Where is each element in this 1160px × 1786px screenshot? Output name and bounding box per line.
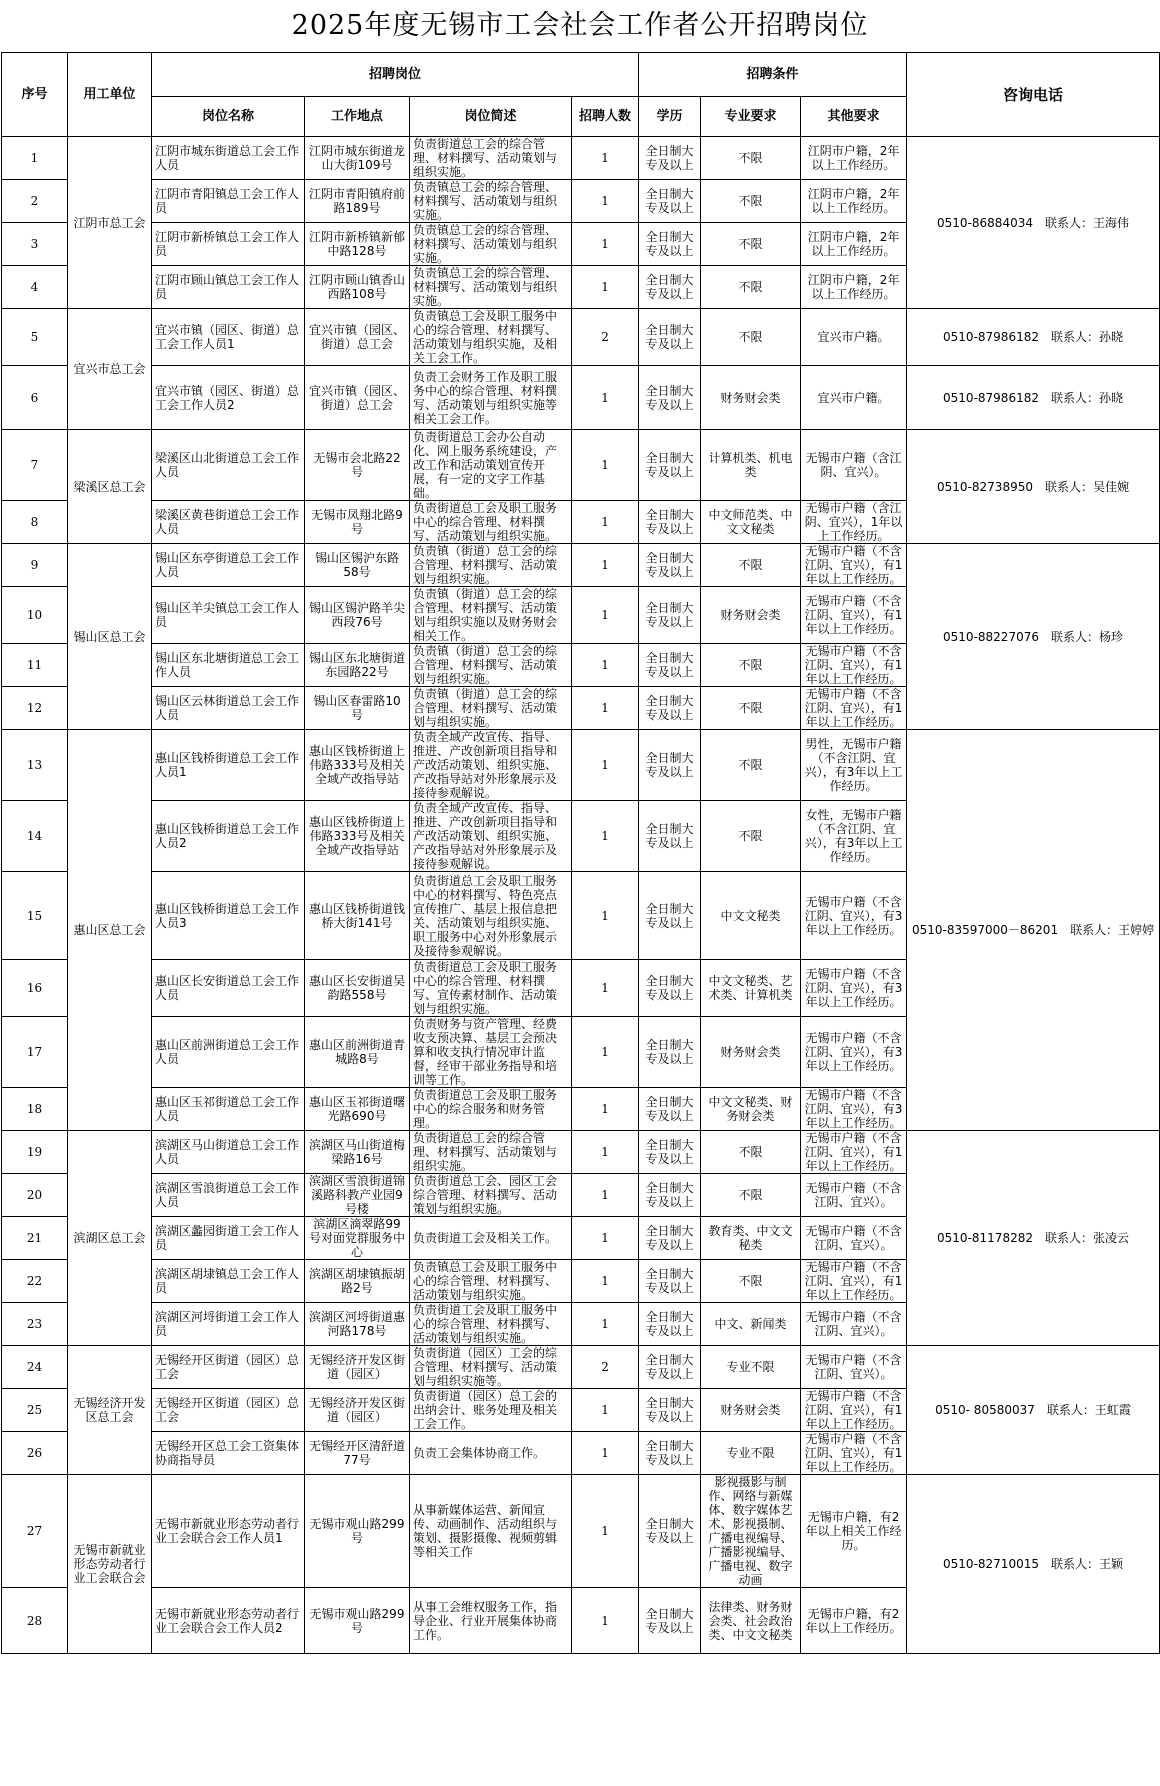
position-name-cell: 宜兴市镇（园区、街道）总工会工作人员2 [152,366,305,430]
seq-cell: 11 [2,644,68,687]
count-cell: 1 [572,366,639,430]
other-cell: 宜兴市户籍。 [801,309,907,366]
contact-cell: 0510-82738950 联系人：吴佳婉 [907,430,1160,544]
location-cell: 宜兴市镇（园区、街道）总工会 [305,309,410,366]
major-cell: 不限 [701,137,801,180]
employer-cell: 无锡经济开发区总工会 [68,1346,152,1475]
major-cell: 教育类、中文文秘类 [701,1217,801,1260]
seq-cell: 19 [2,1131,68,1174]
seq-cell: 28 [2,1588,68,1654]
location-cell: 滨湖区滴翠路99号对面党群服务中心 [305,1217,410,1260]
location-cell: 锡山区东北塘街道东园路22号 [305,644,410,687]
location-cell: 宜兴市镇（园区、街道）总工会 [305,366,410,430]
other-cell: 无锡市户籍（含江阴、宜兴）。 [801,430,907,501]
count-cell: 1 [572,801,639,872]
education-cell: 全日制大专及以上 [639,366,701,430]
description-cell: 负责街道总工会办公自动化、网上服务系统建设，产改工作和活动策划宣传开展，有一定的文字工作基础。 [410,430,572,501]
description-cell: 负责工会集体协商工作。 [410,1432,572,1475]
employer-cell: 宜兴市总工会 [68,309,152,430]
position-name-cell: 惠山区钱桥街道总工会工作人员1 [152,730,305,801]
table-row [2,1346,1160,1389]
education-cell: 全日制大专及以上 [639,960,701,1017]
other-cell: 无锡市户籍（不含江阴、宜兴），有1年以上工作经历。 [801,687,907,730]
major-cell: 不限 [701,544,801,587]
description-cell: 负责街道工会及职工服务中心的综合管理、材料撰写、活动策划与组织实施。 [410,1303,572,1346]
count-cell: 1 [572,1432,639,1475]
contact-cell: 0510-86884034 联系人：王海伟 [907,137,1160,309]
location-cell: 无锡市凤翔北路9号 [305,501,410,544]
other-cell: 无锡市户籍（不含江阴、宜兴）。 [801,1303,907,1346]
description-cell: 从事工会维权服务工作，指导企业、行业开展集体协商工作。 [410,1588,572,1654]
description-cell: 负责街道（园区）总工会的出纳会计、账务处理及相关工会工作。 [410,1389,572,1432]
header-description: 岗位简述 [410,97,572,137]
description-cell: 负责镇（街道）总工会的综合管理、材料撰写、活动策划与组织实施以及财务财会相关工作。 [410,587,572,644]
count-cell: 1 [572,430,639,501]
education-cell: 全日制大专及以上 [639,801,701,872]
major-cell: 不限 [701,1131,801,1174]
position-name-cell: 惠山区钱桥街道总工会工作人员3 [152,872,305,960]
description-cell: 负责全域产改宣传、指导、推进、产改创新项目指导和产改活动策划、组织实施、产改指导站对外形象展示及接待参观解说。 [410,801,572,872]
major-cell: 中文文秘类、财务财会类 [701,1088,801,1131]
position-name-cell: 江阴市城东街道总工会工作人员 [152,137,305,180]
other-cell: 无锡市户籍（不含江阴、宜兴），有1年以上工作经历。 [801,644,907,687]
description-cell: 负责街道总工会及职工服务中心的综合管理、材料撰写、活动策划与组织实施。 [410,501,572,544]
seq-cell: 23 [2,1303,68,1346]
position-name-cell: 无锡经开区街道（园区）总工会 [152,1389,305,1432]
location-cell: 惠山区钱桥街道钱桥大街141号 [305,872,410,960]
major-cell: 不限 [701,309,801,366]
education-cell: 全日制大专及以上 [639,872,701,960]
location-cell: 江阴市新桥镇新郁中路128号 [305,223,410,266]
major-cell: 不限 [701,644,801,687]
header-seq: 序号 [2,53,68,137]
position-name-cell: 梁溪区黄巷街道总工会工作人员 [152,501,305,544]
count-cell: 1 [572,501,639,544]
location-cell: 无锡市会北路22号 [305,430,410,501]
other-cell: 江阴市户籍，2年以上工作经历。 [801,223,907,266]
seq-cell: 12 [2,687,68,730]
seq-cell: 17 [2,1017,68,1088]
employer-cell: 无锡市新就业形态劳动者行业工会联合会 [68,1475,152,1654]
contact-cell: 0510-83597000－86201 联系人：王婷婷 [907,730,1160,1131]
count-cell: 1 [572,730,639,801]
location-cell: 滨湖区胡埭镇振胡路2号 [305,1260,410,1303]
education-cell: 全日制大专及以上 [639,1174,701,1217]
location-cell: 惠山区玉祁街道曙光路690号 [305,1088,410,1131]
description-cell: 负责街道工会及相关工作。 [410,1217,572,1260]
seq-cell: 2 [2,180,68,223]
seq-cell: 27 [2,1475,68,1588]
position-name-cell: 滨湖区蠡园街道工会工作人员 [152,1217,305,1260]
position-name-cell: 无锡经开区街道（园区）总工会 [152,1346,305,1389]
major-cell: 中文师范类、中文文秘类 [701,501,801,544]
major-cell: 中文、新闻类 [701,1303,801,1346]
header-condition-group: 招聘条件 [639,53,907,97]
employer-cell: 惠山区总工会 [68,730,152,1131]
header-position-group: 招聘岗位 [152,53,639,97]
other-cell: 无锡市户籍（不含江阴、宜兴），有1年以上工作经历。 [801,1260,907,1303]
education-cell: 全日制大专及以上 [639,1346,701,1389]
seq-cell: 16 [2,960,68,1017]
other-cell: 江阴市户籍，2年以上工作经历。 [801,180,907,223]
description-cell: 负责全域产改宣传、指导、推进、产改创新项目指导和产改活动策划、组织实施、产改指导站对外形象展示及接待参观解说。 [410,730,572,801]
position-name-cell: 锡山区云林街道总工会工作人员 [152,687,305,730]
other-cell: 无锡市户籍（不含江阴、宜兴）。 [801,1217,907,1260]
education-cell: 全日制大专及以上 [639,1088,701,1131]
location-cell: 江阴市顾山镇香山西路108号 [305,266,410,309]
count-cell: 1 [572,1475,639,1588]
major-cell: 不限 [701,801,801,872]
header-education: 学历 [639,97,701,137]
count-cell: 1 [572,137,639,180]
position-name-cell: 锡山区东北塘街道总工会工作人员 [152,644,305,687]
education-cell: 全日制大专及以上 [639,430,701,501]
table-body [2,137,1160,1654]
contact-cell: 0510-81178282 联系人：张凌云 [907,1131,1160,1346]
table-row [2,1475,1160,1588]
seq-cell: 8 [2,501,68,544]
seq-cell: 25 [2,1389,68,1432]
location-cell: 江阴市青阳镇府前路189号 [305,180,410,223]
position-name-cell: 锡山区东亭街道总工会工作人员 [152,544,305,587]
count-cell: 1 [572,1017,639,1088]
education-cell: 全日制大专及以上 [639,1432,701,1475]
position-name-cell: 无锡市新就业形态劳动者行业工会联合会工作人员1 [152,1475,305,1588]
major-cell: 财务财会类 [701,366,801,430]
description-cell: 负责镇总工会的综合管理、材料撰写、活动策划与组织实施。 [410,266,572,309]
location-cell: 无锡市观山路299号 [305,1475,410,1588]
location-cell: 无锡经济开发区街道（园区） [305,1389,410,1432]
table-row [2,309,1160,366]
location-cell: 无锡经开区清舒道77号 [305,1432,410,1475]
major-cell: 不限 [701,687,801,730]
major-cell: 计算机类、机电类 [701,430,801,501]
major-cell: 不限 [701,730,801,801]
other-cell: 无锡市户籍（不含江阴、宜兴）。 [801,1174,907,1217]
education-cell: 全日制大专及以上 [639,180,701,223]
description-cell: 负责街道总工会的综合管理、材料撰写、活动策划与组织实施。 [410,1131,572,1174]
table-row [2,730,1160,801]
table-row [2,137,1160,180]
seq-cell: 22 [2,1260,68,1303]
location-cell: 惠山区长安街道吴韵路558号 [305,960,410,1017]
education-cell: 全日制大专及以上 [639,1475,701,1588]
position-name-cell: 惠山区前洲街道总工会工作人员 [152,1017,305,1088]
seq-cell: 18 [2,1088,68,1131]
header-other: 其他要求 [801,97,907,137]
employer-cell: 江阴市总工会 [68,137,152,309]
employer-cell: 锡山区总工会 [68,544,152,730]
major-cell: 中文文秘类 [701,872,801,960]
count-cell: 1 [572,266,639,309]
education-cell: 全日制大专及以上 [639,730,701,801]
position-name-cell: 滨湖区河埒街道工会工作人员 [152,1303,305,1346]
other-cell: 宜兴市户籍。 [801,366,907,430]
other-cell: 江阴市户籍，2年以上工作经历。 [801,266,907,309]
seq-cell: 24 [2,1346,68,1389]
seq-cell: 5 [2,309,68,366]
education-cell: 全日制大专及以上 [639,687,701,730]
description-cell: 负责镇总工会的综合管理、材料撰写、活动策划与组织实施。 [410,223,572,266]
location-cell: 锡山区春雷路10号 [305,687,410,730]
table-row [2,544,1160,587]
education-cell: 全日制大专及以上 [639,137,701,180]
other-cell: 女性，无锡市户籍（不含江阴、宜兴），有3年以上工作经历。 [801,801,907,872]
position-name-cell: 滨湖区胡埭镇总工会工作人员 [152,1260,305,1303]
description-cell: 负责镇（街道）总工会的综合管理、材料撰写、活动策划与组织实施。 [410,644,572,687]
count-cell: 1 [572,587,639,644]
description-cell: 负责镇总工会及职工服务中心的综合管理、材料撰写、活动策划与组织实施，及相关工会工作。 [410,309,572,366]
education-cell: 全日制大专及以上 [639,587,701,644]
other-cell: 无锡市户籍，有2年以上工作经历。 [801,1588,907,1654]
position-name-cell: 江阴市新桥镇总工会工作人员 [152,223,305,266]
count-cell: 1 [572,1303,639,1346]
education-cell: 全日制大专及以上 [639,1017,701,1088]
description-cell: 从事新媒体运营、新闻宣传、动画制作、活动组织与策划、摄影摄像、视频剪辑等相关工作 [410,1475,572,1588]
other-cell: 无锡市户籍（不含江阴、宜兴），有3年以上工作经历。 [801,872,907,960]
position-name-cell: 惠山区玉祁街道总工会工作人员 [152,1088,305,1131]
table-row [2,430,1160,501]
major-cell: 不限 [701,266,801,309]
employer-cell: 梁溪区总工会 [68,430,152,544]
education-cell: 全日制大专及以上 [639,266,701,309]
location-cell: 锡山区锡沪东路58号 [305,544,410,587]
count-cell: 1 [572,687,639,730]
other-cell: 无锡市户籍（含江阴、宜兴），1年以上工作经历。 [801,501,907,544]
contact-cell: 0510-87986182 联系人：孙晓 [907,366,1160,430]
position-name-cell: 梁溪区山北街道总工会工作人员 [152,430,305,501]
position-name-cell: 滨湖区雪浪街道总工会工作人员 [152,1174,305,1217]
header-employer: 用工单位 [68,53,152,137]
description-cell: 负责镇总工会及职工服务中心的综合管理、材料撰写、活动策划与组织实施。 [410,1260,572,1303]
contact-cell: 0510- 80580037 联系人：王虹霞 [907,1346,1160,1475]
location-cell: 无锡经济开发区街道（园区） [305,1346,410,1389]
other-cell: 男性，无锡市户籍（不含江阴、宜兴），有3年以上工作经历。 [801,730,907,801]
table-row [2,366,1160,430]
seq-cell: 15 [2,872,68,960]
count-cell: 1 [572,960,639,1017]
count-cell: 1 [572,1260,639,1303]
education-cell: 全日制大专及以上 [639,1131,701,1174]
position-name-cell: 江阴市顾山镇总工会工作人员 [152,266,305,309]
other-cell: 江阴市户籍，2年以上工作经历。 [801,137,907,180]
contact-cell: 0510-88227076 联系人：杨珍 [907,544,1160,730]
major-cell: 不限 [701,1174,801,1217]
location-cell: 滨湖区河埒街道惠河路178号 [305,1303,410,1346]
position-name-cell: 江阴市青阳镇总工会工作人员 [152,180,305,223]
seq-cell: 3 [2,223,68,266]
count-cell: 1 [572,644,639,687]
contact-cell: 0510-82710015 联系人：王颖 [907,1475,1160,1654]
major-cell: 财务财会类 [701,1389,801,1432]
education-cell: 全日制大专及以上 [639,644,701,687]
position-name-cell: 锡山区羊尖镇总工会工作人员 [152,587,305,644]
other-cell: 无锡市户籍（不含江阴、宜兴），有3年以上工作经历。 [801,1088,907,1131]
major-cell: 不限 [701,223,801,266]
description-cell: 负责街道总工会、园区工会综合管理、材料撰写、活动策划与组织实施。 [410,1174,572,1217]
position-name-cell: 宜兴市镇（园区、街道）总工会工作人员1 [152,309,305,366]
position-name-cell: 无锡市新就业形态劳动者行业工会联合会工作人员2 [152,1588,305,1654]
major-cell: 中文文秘类、艺术类、计算机类 [701,960,801,1017]
location-cell: 无锡市观山路299号 [305,1588,410,1654]
count-cell: 1 [572,180,639,223]
description-cell: 负责街道总工会及职工服务中心的综合服务和财务管理。 [410,1088,572,1131]
other-cell: 无锡市户籍（不含江阴、宜兴），有1年以上工作经历。 [801,1432,907,1475]
major-cell: 法律类、财务财会类、社会政治类、中文文秘类 [701,1588,801,1654]
education-cell: 全日制大专及以上 [639,544,701,587]
description-cell: 负责街道总工会及职工服务中心的综合管理、材料撰写、宣传素材制作、活动策划与组织实施。 [410,960,572,1017]
education-cell: 全日制大专及以上 [639,1217,701,1260]
count-cell: 2 [572,309,639,366]
count-cell: 1 [572,1217,639,1260]
seq-cell: 4 [2,266,68,309]
other-cell: 无锡市户籍（不含江阴、宜兴）。 [801,1346,907,1389]
page-title: 2025年度无锡市工会社会工作者公开招聘岗位 [291,10,869,41]
count-cell: 1 [572,1088,639,1131]
major-cell: 影视摄影与制作、网络与新媒体、数字媒体艺术、影视摄制、广播电视编导、广播影视编导、广播电视、数字动画 [701,1475,801,1588]
count-cell: 1 [572,223,639,266]
seq-cell: 6 [2,366,68,430]
position-name-cell: 惠山区钱桥街道总工会工作人员2 [152,801,305,872]
education-cell: 全日制大专及以上 [639,1303,701,1346]
major-cell: 财务财会类 [701,587,801,644]
header-location: 工作地点 [305,97,410,137]
position-name-cell: 惠山区长安街道总工会工作人员 [152,960,305,1017]
description-cell: 负责财务与资产管理、经费收支预决算、基层工会预决算和收支执行情况审计监督，经审干部业务指导和培训等工作。 [410,1017,572,1088]
description-cell: 负责镇（街道）总工会的综合管理、材料撰写、活动策划与组织实施。 [410,544,572,587]
count-cell: 1 [572,1389,639,1432]
seq-cell: 10 [2,587,68,644]
header-count: 招聘人数 [572,97,639,137]
location-cell: 惠山区钱桥街道上伟路333号及相关全域产改指导站 [305,801,410,872]
position-name-cell: 滨湖区马山街道总工会工作人员 [152,1131,305,1174]
other-cell: 无锡市户籍（不含江阴、宜兴），有1年以上工作经历。 [801,1131,907,1174]
recruitment-table [1,52,1160,1654]
location-cell: 滨湖区雪浪街道锦溪路科教产业园9号楼 [305,1174,410,1217]
seq-cell: 9 [2,544,68,587]
seq-cell: 21 [2,1217,68,1260]
seq-cell: 26 [2,1432,68,1475]
seq-cell: 7 [2,430,68,501]
table-row [2,1131,1160,1174]
seq-cell: 13 [2,730,68,801]
header-contact: 咨询电话 [907,53,1160,137]
header-position-name: 岗位名称 [152,97,305,137]
education-cell: 全日制大专及以上 [639,223,701,266]
location-cell: 惠山区前洲街道青城路8号 [305,1017,410,1088]
other-cell: 无锡市户籍（不含江阴、宜兴），有1年以上工作经历。 [801,1389,907,1432]
other-cell: 无锡市户籍，有2年以上相关工作经历。 [801,1475,907,1588]
description-cell: 负责街道总工会及职工服务中心的材料撰写、特色亮点宣传推广、基层上报信息把关、活动策划与组织实施、职工服务中心对外形象展示及接待参观解说。 [410,872,572,960]
seq-cell: 14 [2,801,68,872]
education-cell: 全日制大专及以上 [639,501,701,544]
description-cell: 负责镇总工会的综合管理、材料撰写、活动策划与组织实施。 [410,180,572,223]
employer-cell: 滨湖区总工会 [68,1131,152,1346]
location-cell: 惠山区钱桥街道上伟路333号及相关全域产改指导站 [305,730,410,801]
location-cell: 锡山区锡沪路羊尖西段76号 [305,587,410,644]
major-cell: 专业不限 [701,1346,801,1389]
header-major: 专业要求 [701,97,801,137]
contact-cell: 0510-87986182 联系人：孙晓 [907,309,1160,366]
description-cell: 负责工会财务工作及职工服务中心的综合管理、材料撰写、活动策划与组织实施等相关工会工作。 [410,366,572,430]
education-cell: 全日制大专及以上 [639,309,701,366]
major-cell: 专业不限 [701,1432,801,1475]
seq-cell: 20 [2,1174,68,1217]
count-cell: 2 [572,1346,639,1389]
other-cell: 无锡市户籍（不含江阴、宜兴），有3年以上工作经历。 [801,960,907,1017]
count-cell: 1 [572,872,639,960]
education-cell: 全日制大专及以上 [639,1260,701,1303]
count-cell: 1 [572,1174,639,1217]
other-cell: 无锡市户籍（不含江阴、宜兴），有1年以上工作经历。 [801,544,907,587]
location-cell: 滨湖区马山街道梅梁路16号 [305,1131,410,1174]
description-cell: 负责街道（园区）工会的综合管理、材料撰写、活动策划与组织实施等。 [410,1346,572,1389]
count-cell: 1 [572,1588,639,1654]
position-name-cell: 无锡经开区总工会工资集体协商指导员 [152,1432,305,1475]
education-cell: 全日制大专及以上 [639,1389,701,1432]
major-cell: 不限 [701,1260,801,1303]
major-cell: 财务财会类 [701,1017,801,1088]
location-cell: 江阴市城东街道龙山大街109号 [305,137,410,180]
description-cell: 负责街道总工会的综合管理、材料撰写、活动策划与组织实施。 [410,137,572,180]
seq-cell: 1 [2,137,68,180]
education-cell: 全日制大专及以上 [639,1588,701,1654]
other-cell: 无锡市户籍（不含江阴、宜兴），有3年以上工作经历。 [801,1017,907,1088]
description-cell: 负责镇（街道）总工会的综合管理、材料撰写、活动策划与组织实施。 [410,687,572,730]
count-cell: 1 [572,1131,639,1174]
other-cell: 无锡市户籍（不含江阴、宜兴），有1年以上工作经历。 [801,587,907,644]
count-cell: 1 [572,544,639,587]
major-cell: 不限 [701,180,801,223]
